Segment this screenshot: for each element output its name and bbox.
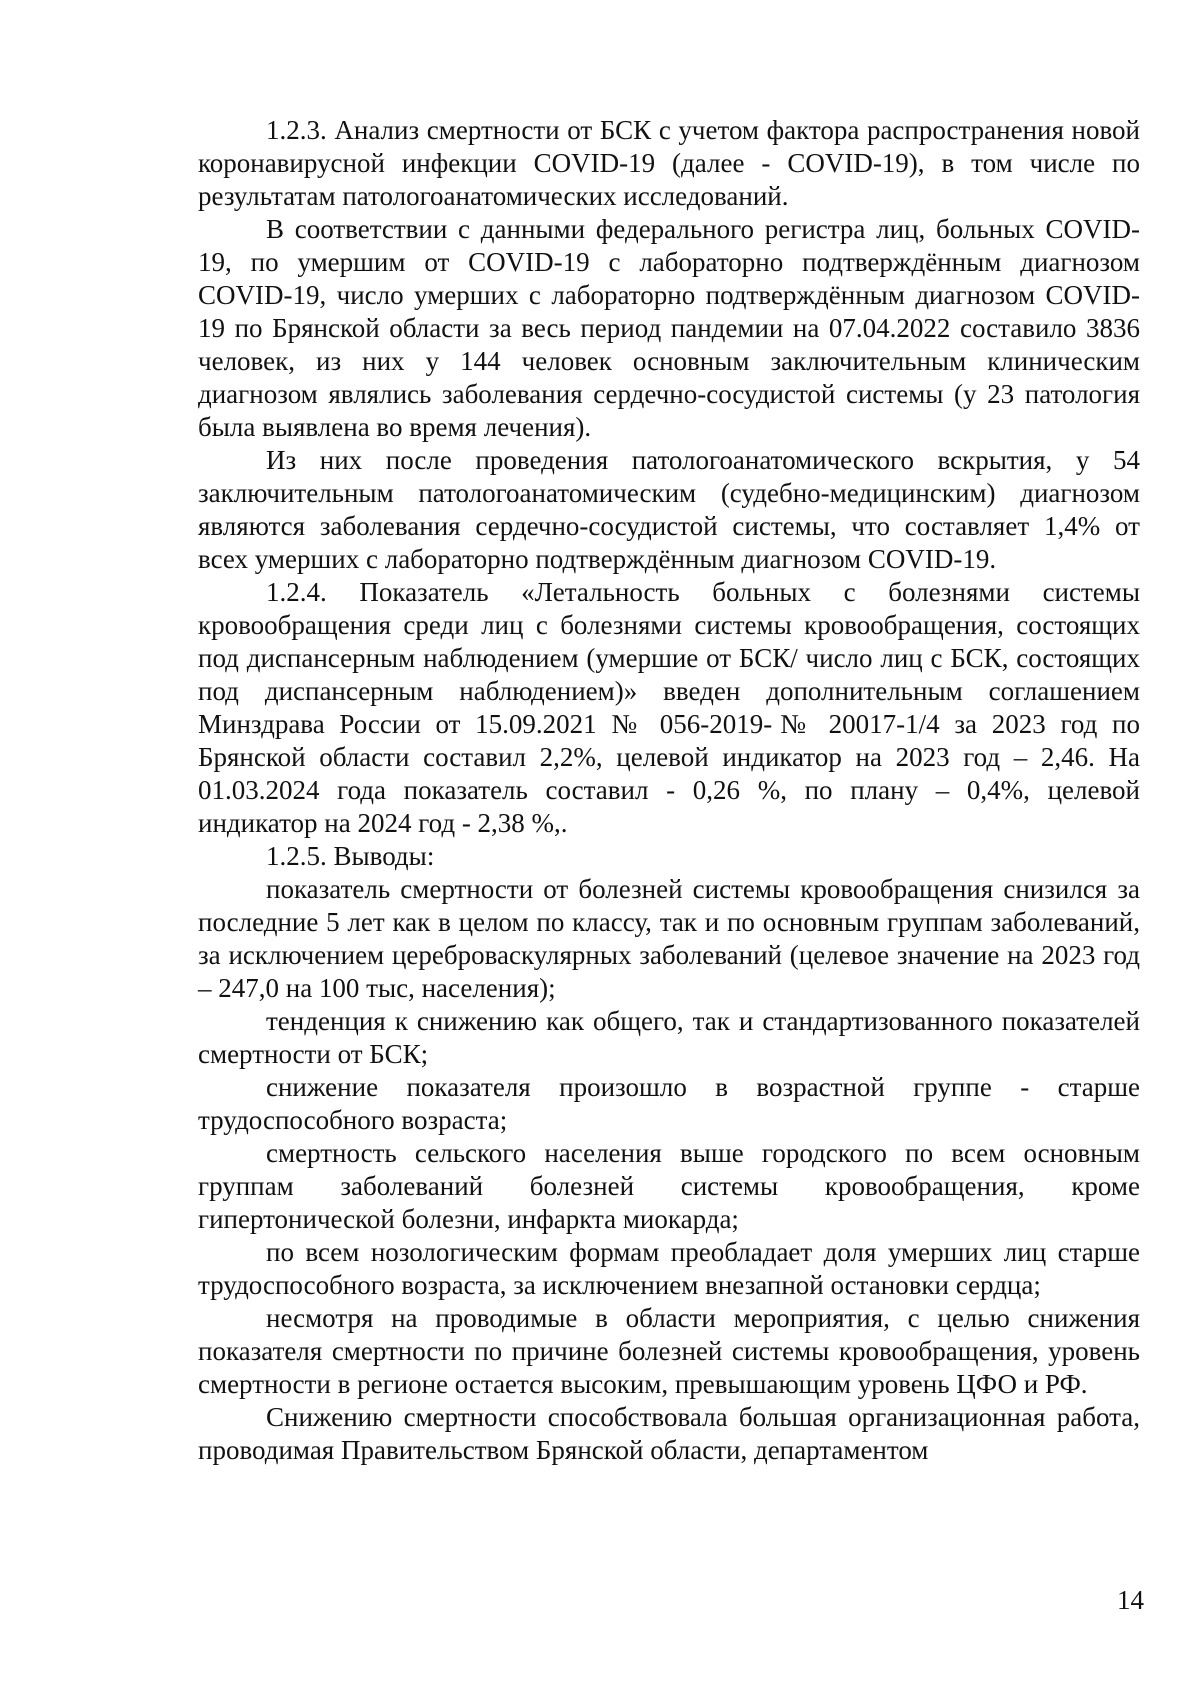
paragraph-organizational-work: Снижению смертности способствовала большая организационная работа, проводимая Правительством Брянской области, департаментом <box>198 1402 1140 1465</box>
paragraph-autopsy-results: Из них после проведения патологоанатомического вскрытия, у 54 заключительным патологоанатомическим (судебно-медицинским) диагнозом являются заболевания сердечно-сосудистой системы, что составляет 1,4% от всех умерших с лабораторно подтверждённым диагнозом COVID-19. <box>198 445 1140 574</box>
body-text <box>198 114 1140 1467</box>
conclusion-item-high-level: несмотря на проводимые в области мероприятия, с целью снижения показателя смертности по причине болезней системы кровообращения, уровень смертности в регионе остается высоким, превышающим уровень ЦФО и РФ. <box>198 1303 1140 1399</box>
conclusion-item-age-group: снижение показателя произошло в возрастной группе - старше трудоспособного возраста; <box>198 1072 1140 1135</box>
paragraph-1-2-4-lethality: 1.2.4. Показатель «Летальность больных с болезнями системы кровообращения среди лиц с болезнями системы кровообращения, состоящих под диспансерным наблюдением (умершие от БСК/ число лиц с БСК, состоящих под диспансерным наблюдением)» введен дополнительным соглашением Минздрава России от 15.09.2021 № 056-2019-№ 20017-1/4 за 2023 год по Брянской области составил 2,2%, целевой индикатор на 2023 год – 2,46. На 01.03.2024 года показатель составил - 0,26 %, по плану – 0,4%, целевой индикатор на 2024 год - 2,38 %,. <box>198 577 1140 838</box>
conclusion-item-trend: тенденция к снижению как общего, так и стандартизованного показателей смертности от БСК; <box>198 1006 1140 1069</box>
page-number: 14 <box>1117 1585 1144 1615</box>
paragraph-1-2-3-heading: 1.2.3. Анализ смертности от БСК с учетом фактора распространения новой коронавирусной инфекции COVID-19 (далее - COVID-19), в том числе по результатам патологоанатомических исследований. <box>198 115 1140 211</box>
conclusion-item-nosological: по всем нозологическим формам преобладает доля умерших лиц старше трудоспособного возраста, за исключением внезапной остановки сердца; <box>198 1237 1140 1300</box>
conclusion-item-rural-urban: смертность сельского населения выше городского по всем основным группам заболеваний болезней системы кровообращения, кроме гипертонической болезни, инфаркта миокарда; <box>198 1138 1140 1234</box>
paragraph-1-2-5-conclusions-heading: 1.2.5. Выводы: <box>266 841 435 871</box>
conclusion-item-mortality-decrease: показатель смертности от болезней системы кровообращения снизился за последние 5 лет как в целом по классу, так и по основным группам заболеваний, за исключением цереброваскулярных заболеваний (целевое значение на 2023 год – 247,0 на 100 тыс, населения); <box>198 874 1140 1003</box>
paragraph-covid-register: В соответствии с данными федерального регистра лиц, больных COVID-19, по умершим от COVID-19 с лабораторно подтверждённым диагнозом COVID-19, число умерших с лабораторно подтверждённым диагнозом COVID-19 по Брянской области за весь период пандемии на 07.04.2022 составило 3836 человек, из них у 144 человек основным заключительным клиническим диагнозом являлись заболевания сердечно-сосудистой системы (у 23 патология была выявлена во время лечения). <box>198 214 1140 442</box>
